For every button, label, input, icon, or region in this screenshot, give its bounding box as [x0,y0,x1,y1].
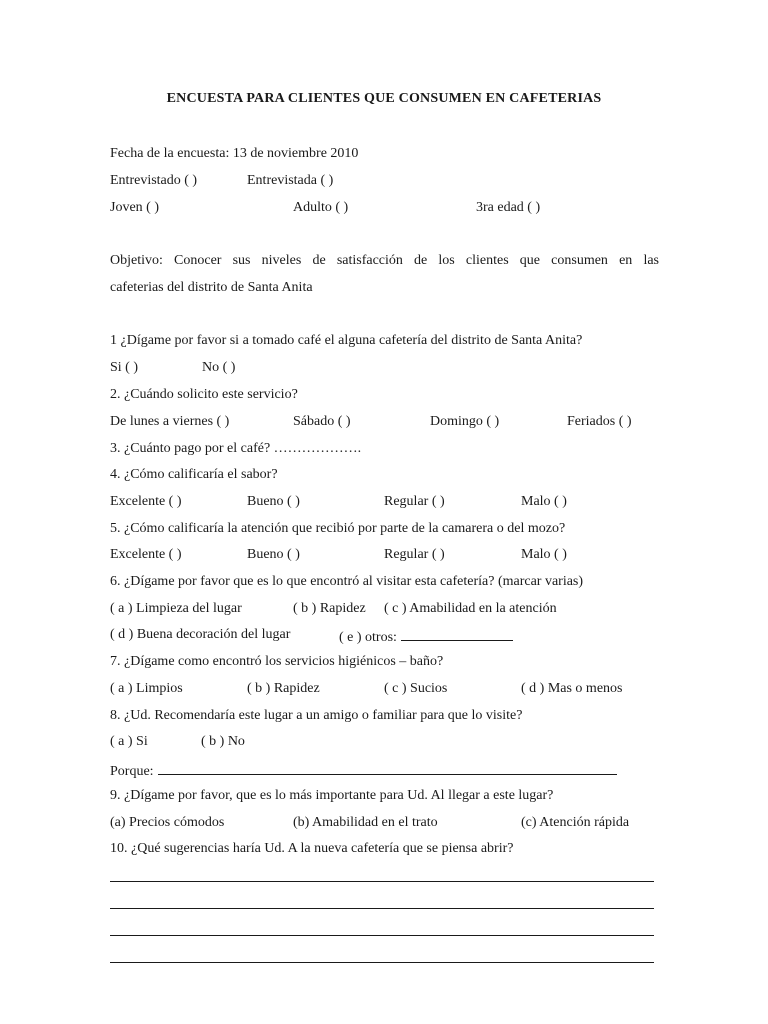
q5-option-malo: Malo ( ) [521,547,567,562]
question-2: 2. ¿Cuándo solicito este servicio? [110,387,298,402]
q4-option-excelente: Excelente ( ) [110,494,182,509]
q1-option-no: No ( ) [202,360,236,375]
q8-option-b: ( b ) No [201,734,245,749]
q8-option-a: ( a ) Si [110,734,148,749]
question-10: 10. ¿Qué sugerencias haría Ud. A la nueva cafetería que se piensa abrir? [110,841,514,856]
q7-option-d: ( d ) Mas o menos [521,681,623,696]
q10-answer-line-4[interactable] [110,962,654,963]
q4-option-malo: Malo ( ) [521,494,567,509]
question-3: 3. ¿Cuánto pago por el café? ………………. [110,441,362,456]
q7-option-b: ( b ) Rapidez [247,681,320,696]
q8-porque-row [110,760,617,781]
q5-option-bueno: Bueno ( ) [247,547,300,562]
question-6: 6. ¿Dígame por favor que es lo que encontró al visitar esta cafetería? (marcar varias) [110,574,584,589]
q10-answer-line-3[interactable] [110,935,654,936]
option-entrevistado: Entrevistado ( ) [110,173,198,188]
q9-option-b: (b) Amabilidad en el trato [293,815,438,830]
objective-line-2: cafeterias del distrito de Santa Anita [110,280,313,295]
question-8: 8. ¿Ud. Recomendaría este lugar a un amigo o familiar para que lo visite? [110,708,523,723]
question-4: 4. ¿Cómo calificaría el sabor? [110,467,278,482]
q2-option-domingo: Domingo ( ) [430,414,500,429]
q7-option-a: ( a ) Limpios [110,681,183,696]
question-1: 1 ¿Dígame por favor si a tomado café el alguna cafetería del distrito de Santa Anita? [110,333,583,348]
option-adulto: Adulto ( ) [293,200,349,215]
q9-option-c: (c) Atención rápida [521,815,630,830]
q7-option-c: ( c ) Sucios [384,681,448,696]
q5-option-excelente: Excelente ( ) [110,547,182,562]
q10-answer-line-1[interactable] [110,881,654,882]
q6-option-b: ( b ) Rapidez [293,601,366,616]
survey-date: Fecha de la encuesta: 13 de noviembre 2010 [110,146,359,161]
question-9: 9. ¿Dígame por favor, que es lo más importante para Ud. Al llegar a este lugar? [110,788,554,803]
q6-option-c: ( c ) Amabilidad en la atención [384,601,557,616]
option-entrevistada: Entrevistada ( ) [247,173,334,188]
q6-otros-blank[interactable] [401,626,513,641]
q5-option-regular: Regular ( ) [384,547,445,562]
survey-title: ENCUESTA PARA CLIENTES QUE CONSUMEN EN CAFETERIAS [166,91,602,106]
q6-option-e [339,626,513,647]
q10-answer-line-2[interactable] [110,908,654,909]
q2-option-sabado: Sábado ( ) [293,414,351,429]
option-joven: Joven ( ) [110,200,159,215]
question-7: 7. ¿Dígame como encontró los servicios higiénicos – baño? [110,654,444,669]
q9-option-a: (a) Precios cómodos [110,815,225,830]
q8-porque-label: Porque: [110,764,154,779]
q4-option-bueno: Bueno ( ) [247,494,300,509]
option-tercera-edad: 3ra edad ( ) [476,200,541,215]
q6-option-d: ( d ) Buena decoración del lugar [110,627,291,642]
q6-option-e-label: ( e ) otros: [339,630,397,645]
q4-option-regular: Regular ( ) [384,494,445,509]
objective-line-1: Objetivo: Conocer sus niveles de satisfacción de los clientes que consumen en las [110,253,659,268]
q2-option-feriados: Feriados ( ) [567,414,632,429]
q8-porque-blank[interactable] [158,760,617,775]
question-5: 5. ¿Cómo calificaría la atención que recibió por parte de la camarera o del mozo? [110,521,566,536]
q6-option-a: ( a ) Limpieza del lugar [110,601,242,616]
q2-option-lunes-viernes: De lunes a viernes ( ) [110,414,230,429]
q1-option-si: Si ( ) [110,360,138,375]
